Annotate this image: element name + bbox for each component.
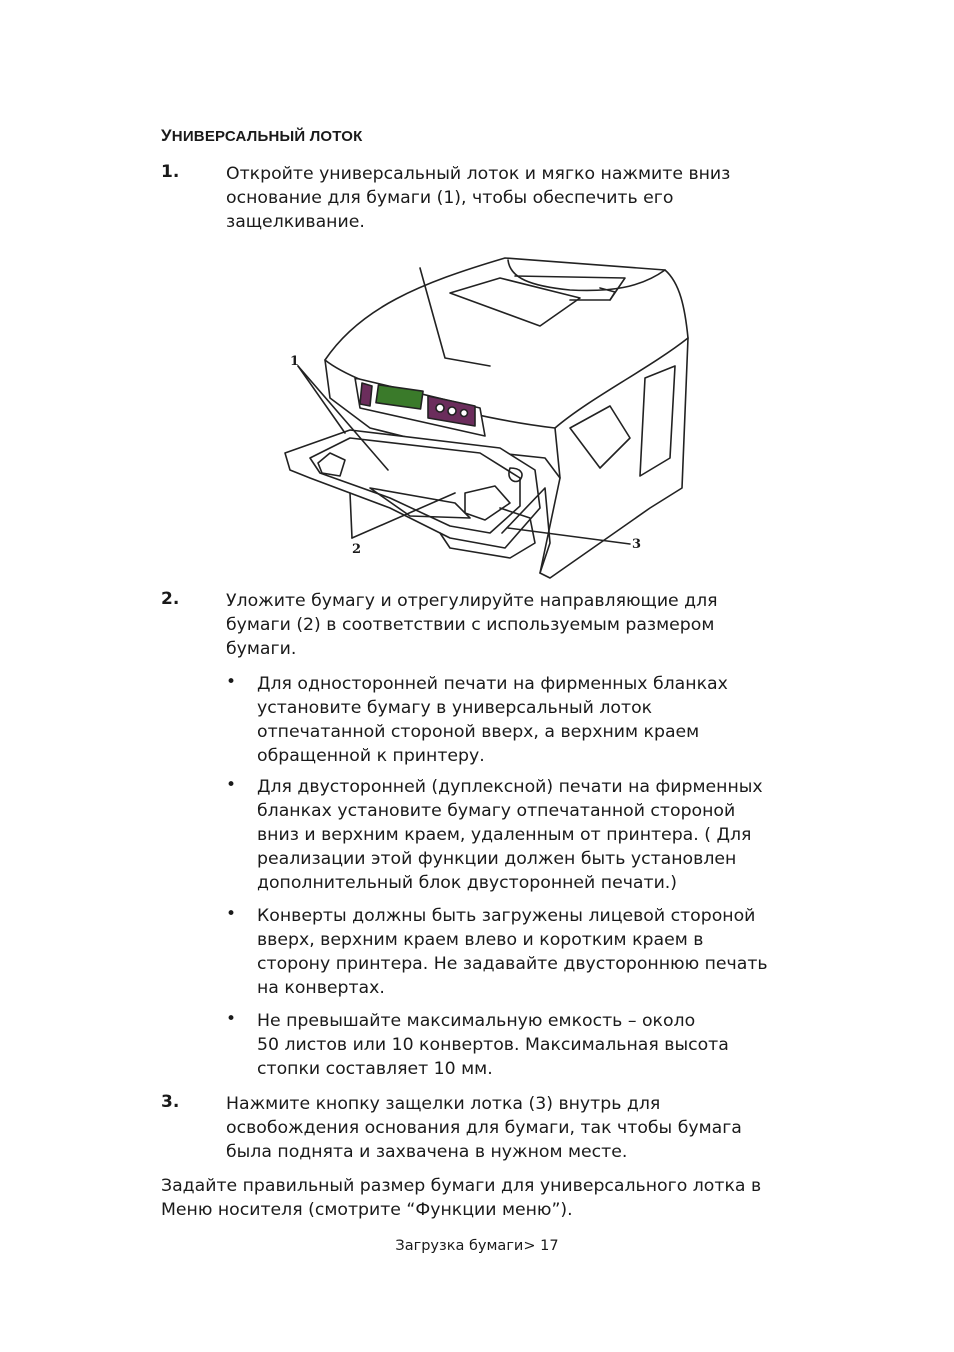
callout-1: 1 — [290, 354, 300, 369]
section-heading — [161, 126, 363, 146]
bullet-text: Для двусторонней (дуплексной) печати на фирменных бланках установите бумагу отпечатанной стороной вниз и верхним краем, удаленным от принтера. ( Для реализации этой функции должен быть установлен дополнительный блок двусторонней печати.) — [257, 777, 763, 893]
step-text: Откройте универсальный лоток и мягко нажмите вниз основание для бумаги (1), чтобы обеспечить его защелкивание. — [226, 164, 731, 232]
bullet-symbol: • — [226, 1009, 237, 1029]
bullet-text: Конверты должны быть загружены лицевой стороной вверх, верхним краем влево и коротким краем в сторону принтера. Не задавайте двустороннюю печать на конвертах. — [257, 906, 768, 998]
step-number: 2. — [161, 589, 180, 609]
page-footer: Загрузка бумаги> 17 — [395, 1238, 559, 1254]
bullet-text: Для односторонней печати на фирменных бланках установите бумагу в универсальный лоток отпечатанной стороной вверх, а верхним краем обращенной к принтеру. — [257, 674, 728, 766]
heading-initial: У — [161, 126, 172, 145]
bullet-symbol: • — [226, 904, 237, 924]
bullet-text: Не превышайте максимальную емкость – около 50 листов или 10 конвертов. Максимальная высота стопки составляет 10 мм. — [257, 1011, 729, 1079]
step-text: Уложите бумагу и отрегулируйте направляющие для бумаги (2) в соответствии с используемым размером бумаги. — [226, 591, 718, 659]
step-text: Нажмите кнопку защелки лотка (3) внутрь для освобождения основания для бумаги, так чтобы бумага была поднята и захвачена в нужном месте. — [226, 1094, 742, 1162]
step-number: 1. — [161, 162, 180, 182]
closing-paragraph: Задайте правильный размер бумаги для универсального лотка в Меню носителя (смотрите “Функции меню”). — [161, 1176, 762, 1220]
callout-2: 2 — [352, 542, 362, 557]
bullet-symbol: • — [226, 775, 237, 795]
heading-rest: НИВЕРСАЛЬНЫЙ ЛОТОК — [171, 128, 363, 145]
bullet-symbol: • — [226, 672, 237, 692]
printer-illustration — [270, 248, 700, 588]
callout-3: 3 — [632, 537, 642, 552]
step-number: 3. — [161, 1092, 180, 1112]
